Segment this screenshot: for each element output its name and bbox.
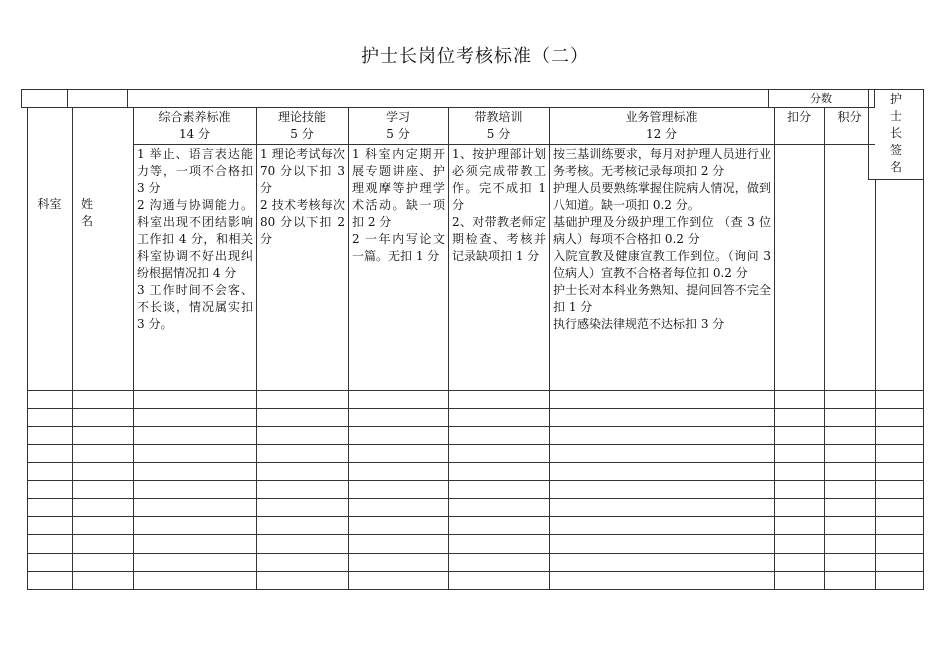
criteria-theory: 1 理论考试每次 70 分以下扣 3 分 2 技术考核每次 80 分以下扣 2 分 xyxy=(260,147,345,246)
col-header-study: 学习 5 分 xyxy=(385,110,410,141)
criteria-business: 按三基训练要求，每月对护理人员进行业务考核。无考核记录每项扣 2 分 护理人员要熟练掌握住院病人情况，做到八知道。缺一项扣 0.2 分。 基础护理及分级护理工作到位 （查 3 位病人）每项不合格扣 0.2 分 入院宣教及健康宣教工作到位。（询问 3 位病人）宣教不合格者每位扣 0.2 分 护士长对本科业务熟知、提问回答不完全扣 1 分 执行感染法律规范不达标扣 3 分 xyxy=(553,147,771,331)
criteria-study: 1 科室内定期开展专题讲座、护理观摩等护理学术活动。缺一项扣 2 分 2 一年内写论文一篇。无扣 1 分 xyxy=(352,147,445,263)
col-header-business: 业务管理标准 12 分 xyxy=(625,110,698,141)
col-header-quality: 综合素养标准 14 分 xyxy=(158,110,231,141)
name-label: 姓 名 xyxy=(80,197,93,228)
col-header-teaching: 带教培训 5 分 xyxy=(474,110,523,141)
col-header-total: 积分 xyxy=(837,110,862,124)
dept-label: 科室 xyxy=(37,197,62,211)
col-header-theory: 理论技能 5 分 xyxy=(277,110,326,141)
col-header-deduct: 扣分 xyxy=(786,110,811,124)
score-group-label: 分数 xyxy=(810,92,832,105)
top-strip xyxy=(21,89,875,108)
criteria-teaching: 1、按护理部计划必须完成带教工作。完不成扣 1 分 2、对带教老师定期检查、考核并记录缺项扣 1 分 xyxy=(452,147,546,263)
criteria-quality: 1 举止、语言表达能力等，一项不合格扣 3 分 2 沟通与协调能力。科室出现不团结影响工作扣 4 分，和相关科室协调不好出现纠纷根据情况扣 4 分 3 工作时间不会客、不长谈，情况属实扣 3 分。 xyxy=(137,147,253,331)
page-title: 护士长岗位考核标准（二） xyxy=(361,46,589,67)
signature-label: 护 士 长 签 名 xyxy=(889,92,902,174)
